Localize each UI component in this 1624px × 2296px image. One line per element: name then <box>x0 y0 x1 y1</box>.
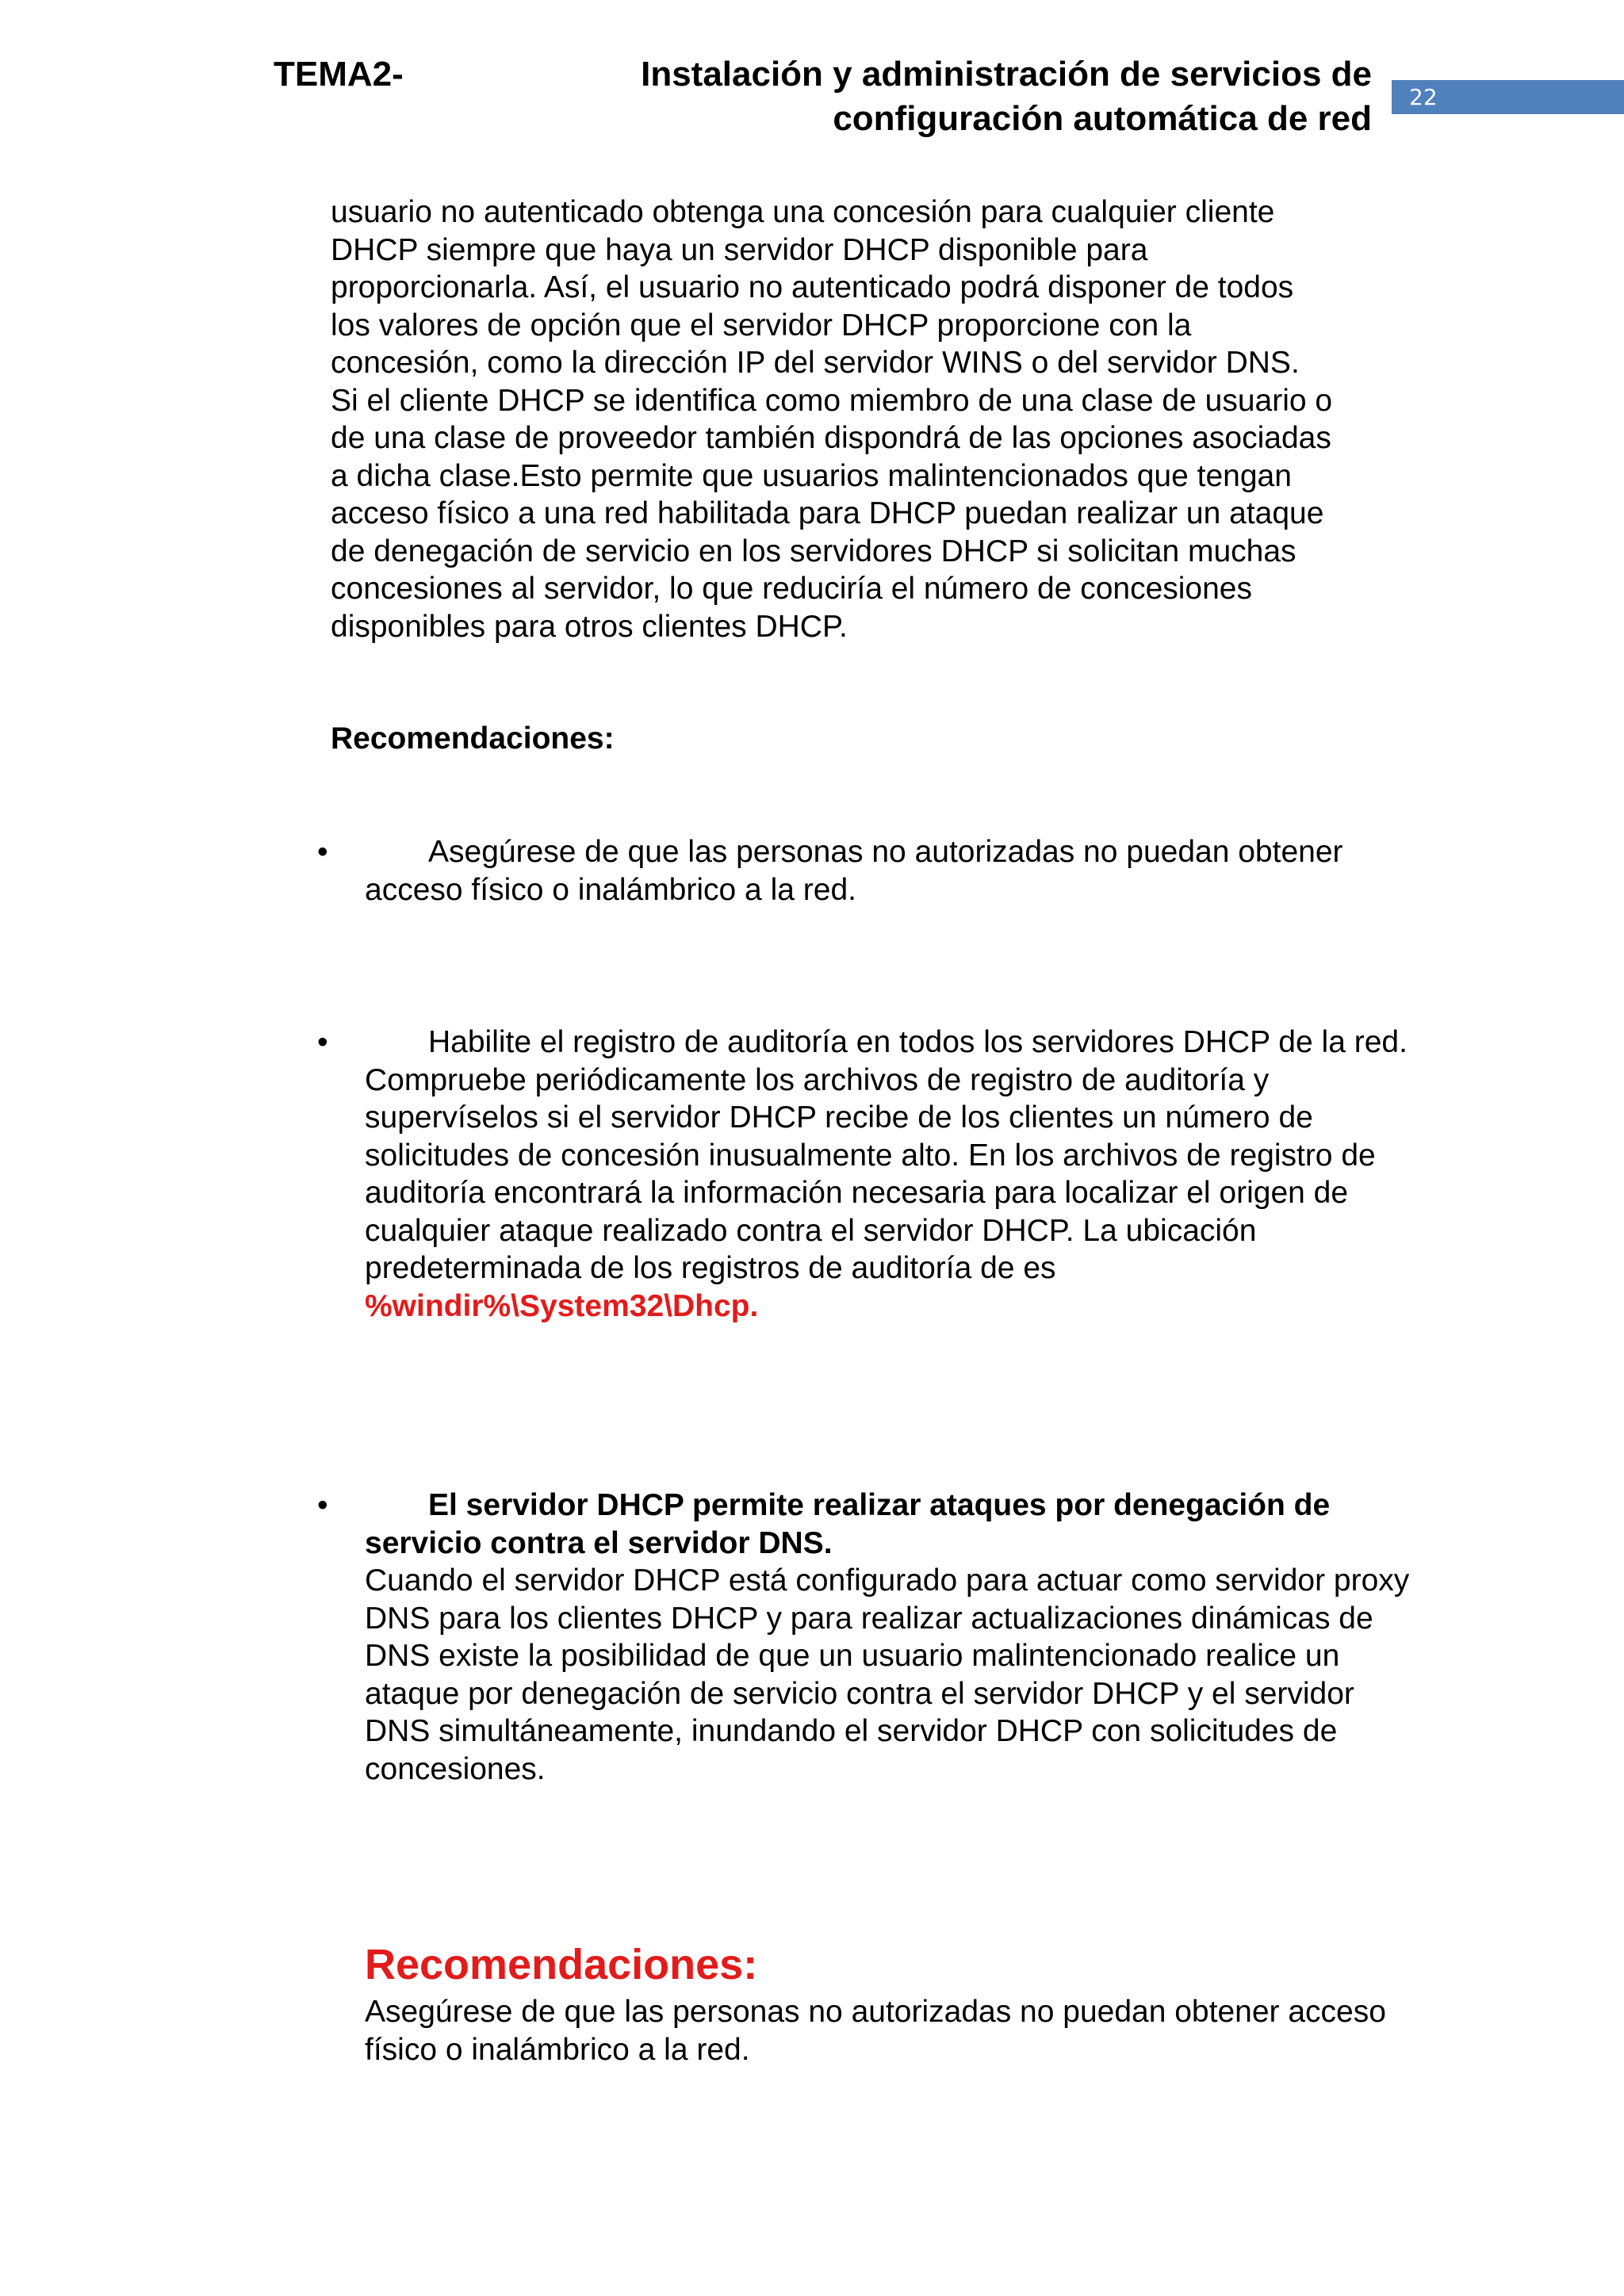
intro-paragraph <box>331 193 1441 645</box>
bullet-text: Cuando el servidor DHCP está configurado para actuar como servidor proxy DNS para los clientes DHCP y para realizar actualizaciones dinámicas de DNS existe la posibilidad de que un usuario malintencionado realice un ataque por denegación de servicio contra el servidor DHCP y el servidor DNS simultáneamente, inundando el servidor DHCP con solicitudes de concesiones. <box>365 1563 1410 1786</box>
bullet-item <box>317 1024 1427 1325</box>
header-title-line-1: Instalación y administración de servicios de <box>641 55 1372 94</box>
audit-log-text: Habilite el registro de auditoría en todos los servidores DHCP de la red. Compruebe periódicamente los archivos de registro de auditoría y supervíselos si el servidor DHCP recibe de los clientes un número de solicitudes de concesión inusualmente alto. En los archivos de registro de auditoría encontrará la información necesaria para localizar el origen de cualquier ataque realizado contra el servidor DHCP. La ubicación predeterminada de los registros de auditoría de es <box>365 1025 1408 1285</box>
page-number-tab <box>1392 80 1624 114</box>
bullet-item <box>317 1487 1427 1788</box>
intro-line: concesiones al servidor, lo que reduciría el número de concesiones <box>331 572 1253 606</box>
audit-log-path: %windir%\System32\Dhcp. <box>365 1288 759 1323</box>
header-topic: TEMA2- <box>274 55 404 94</box>
header-title-line-2: configuración automática de red <box>833 99 1372 138</box>
intro-line: de una clase de proveedor también dispondrá de las opciones asociadas <box>331 421 1331 455</box>
recommendations-heading-red: Recomendaciones: <box>365 1941 758 1988</box>
intro-line: proporcionarla. Así, el usuario no autenticado podrá disponer de todos <box>331 270 1294 304</box>
recommendations-heading: Recomendaciones: <box>331 721 615 756</box>
bullet-content <box>365 1487 1427 1788</box>
bullet-text: Asegúrese de que las personas no autorizadas no puedan obtener acceso físico o inalámbrico a la red. <box>365 835 1343 907</box>
bullet-dot-icon: • <box>317 835 328 869</box>
bullet-item <box>317 833 1427 909</box>
intro-line: a dicha clase.Esto permite que usuarios malintencionados que tengan <box>331 458 1292 493</box>
final-recommendation-text: Asegúrese de que las personas no autorizadas no puedan obtener acceso físico o inalámbrico a la red. <box>365 1995 1386 2067</box>
intro-line: disponibles para otros clientes DHCP. <box>331 609 848 644</box>
intro-line: de denegación de servicio en los servidores DHCP si solicitan muchas <box>331 534 1297 568</box>
header-title <box>492 52 1372 141</box>
bullet-dot-icon: • <box>317 1025 328 1059</box>
intro-line: usuario no autenticado obtenga una concesión para cualquier cliente <box>331 195 1275 229</box>
intro-line: acceso físico a una red habilitada para DHCP puedan realizar un ataque <box>331 496 1324 530</box>
bullet-text <box>365 1024 1427 1325</box>
intro-line: los valores de opción que el servidor DHCP proporcione con la <box>331 308 1192 342</box>
intro-line: Si el cliente DHCP se identifica como miembro de una clase de usuario o <box>331 383 1333 418</box>
intro-line: DHCP siempre que haya un servidor DHCP disponible para <box>331 232 1148 267</box>
bullet-dot-icon: • <box>317 1488 328 1522</box>
page-number: 22 <box>1409 84 1438 110</box>
intro-line: concesión, como la dirección IP del servidor WINS o del servidor DNS. <box>331 346 1300 380</box>
bullet-heading: El servidor DHCP permite realizar ataques por denegación de servicio contra el servidor DNS. <box>365 1488 1331 1560</box>
